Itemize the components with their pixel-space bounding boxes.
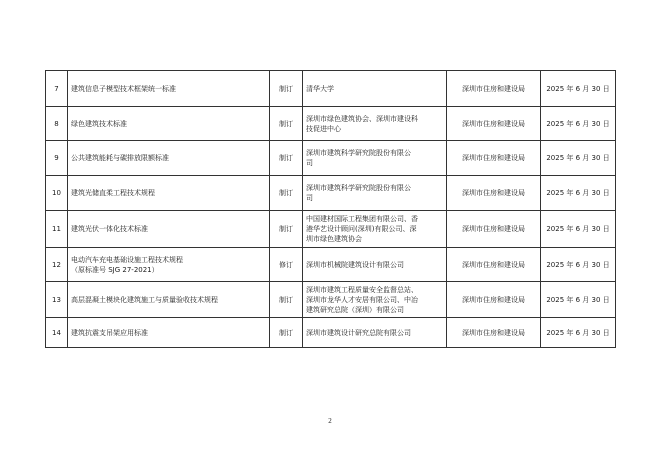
standard-name-cell <box>68 141 270 176</box>
organization-line: 中国建材国际工程集团有限公司、香 <box>306 215 418 223</box>
deadline-cell: 2025 年 6 月 30 日 <box>541 107 616 141</box>
organization-line: 司 <box>306 159 313 167</box>
revision-type-cell: 制订 <box>270 176 303 211</box>
row-number-cell: 9 <box>46 141 68 176</box>
standard-name-cell <box>68 211 270 248</box>
table-row <box>46 176 616 211</box>
organization-line: 深圳市建筑科学研究院股份有限公 <box>306 149 411 157</box>
table-row <box>46 107 616 141</box>
deadline-cell: 2025 年 6 月 30 日 <box>541 211 616 248</box>
row-number-cell: 12 <box>46 248 68 282</box>
row-number-cell: 8 <box>46 107 68 141</box>
standard-name-line: 高层混凝土模块化建筑施工与质量验收技术规程 <box>71 295 218 304</box>
organization-line: 深圳市建筑科学研究院股份有限公 <box>306 184 411 192</box>
organization-cell <box>303 211 447 248</box>
standard-name-cell <box>68 176 270 211</box>
revision-type-cell: 制订 <box>270 141 303 176</box>
standard-name-line: 电动汽车充电基础设施工程技术规程 <box>71 255 183 264</box>
standard-name-line: 建筑光储直柔工程技术规程 <box>71 189 155 197</box>
standards-table-body <box>46 71 616 348</box>
revision-type-cell: 制订 <box>270 318 303 348</box>
standard-name-cell <box>68 71 270 107</box>
organization-line: 深圳市绿色建筑协会、深圳市建设科 <box>306 114 418 123</box>
revision-type-cell: 制订 <box>270 71 303 107</box>
deadline-cell: 2025 年 6 月 30 日 <box>541 248 616 282</box>
organization-line: 司 <box>306 194 313 202</box>
standard-name-cell <box>68 248 270 282</box>
organization-line: 港华艺设计顾问(深圳)有限公司、深 <box>306 225 417 233</box>
organization-cell <box>303 248 447 282</box>
standard-name-line: 建筑抗震支吊架应用标准 <box>71 328 148 337</box>
organization-cell <box>303 318 447 348</box>
department-cell: 深圳市住房和建设局 <box>447 318 541 348</box>
department-cell: 深圳市住房和建设局 <box>447 141 541 176</box>
table-row <box>46 282 616 318</box>
organization-cell <box>303 107 447 141</box>
table-row <box>46 141 616 176</box>
standard-name-line: （原标准号 SJG 27-2021） <box>71 265 159 274</box>
standard-name-cell <box>68 107 270 141</box>
organization-cell <box>303 176 447 211</box>
standards-table <box>45 70 616 348</box>
deadline-cell: 2025 年 6 月 30 日 <box>541 318 616 348</box>
organization-line: 建筑研究总院（深圳）有限公司 <box>306 305 404 314</box>
standard-name-line: 建筑光伏一体化技术标准 <box>71 225 148 233</box>
row-number-cell: 7 <box>46 71 68 107</box>
organization-cell <box>303 141 447 176</box>
deadline-cell: 2025 年 6 月 30 日 <box>541 282 616 318</box>
organization-line: 深圳市机械院建筑设计有限公司 <box>306 260 404 269</box>
organization-line: 清华大学 <box>306 84 334 93</box>
revision-type-cell: 制订 <box>270 211 303 248</box>
table-row <box>46 71 616 107</box>
organization-cell <box>303 71 447 107</box>
organization-line: 圳市绿色建筑协会 <box>306 235 362 243</box>
organization-line: 技促进中心 <box>306 124 341 133</box>
revision-type-cell: 修订 <box>270 248 303 282</box>
row-number-cell: 10 <box>46 176 68 211</box>
deadline-cell: 2025 年 6 月 30 日 <box>541 141 616 176</box>
standard-name-cell <box>68 282 270 318</box>
page-number: 2 <box>328 417 332 425</box>
department-cell: 深圳市住房和建设局 <box>447 282 541 318</box>
deadline-cell: 2025 年 6 月 30 日 <box>541 71 616 107</box>
revision-type-cell: 制订 <box>270 107 303 141</box>
standard-name-line: 绿色建筑技术标准 <box>71 119 127 128</box>
row-number-cell: 13 <box>46 282 68 318</box>
department-cell: 深圳市住房和建设局 <box>447 211 541 248</box>
organization-line: 深圳市建筑工程质量安全监督总站、 <box>306 285 418 294</box>
organization-cell <box>303 282 447 318</box>
revision-type-cell: 制订 <box>270 282 303 318</box>
row-number-cell: 11 <box>46 211 68 248</box>
table-row <box>46 248 616 282</box>
table-row <box>46 318 616 348</box>
department-cell: 深圳市住房和建设局 <box>447 71 541 107</box>
row-number-cell: 14 <box>46 318 68 348</box>
organization-line: 深圳市龙华人才安居有限公司、中冶 <box>306 295 418 304</box>
standard-name-line: 公共建筑能耗与碳排放限额标准 <box>71 154 169 162</box>
department-cell: 深圳市住房和建设局 <box>447 248 541 282</box>
organization-line: 深圳市建筑设计研究总院有限公司 <box>306 328 411 337</box>
table-row <box>46 211 616 248</box>
deadline-cell: 2025 年 6 月 30 日 <box>541 176 616 211</box>
department-cell: 深圳市住房和建设局 <box>447 176 541 211</box>
standard-name-line: 建筑信息子模型技术框架统一标准 <box>71 84 176 93</box>
standard-name-cell <box>68 318 270 348</box>
department-cell: 深圳市住房和建设局 <box>447 107 541 141</box>
